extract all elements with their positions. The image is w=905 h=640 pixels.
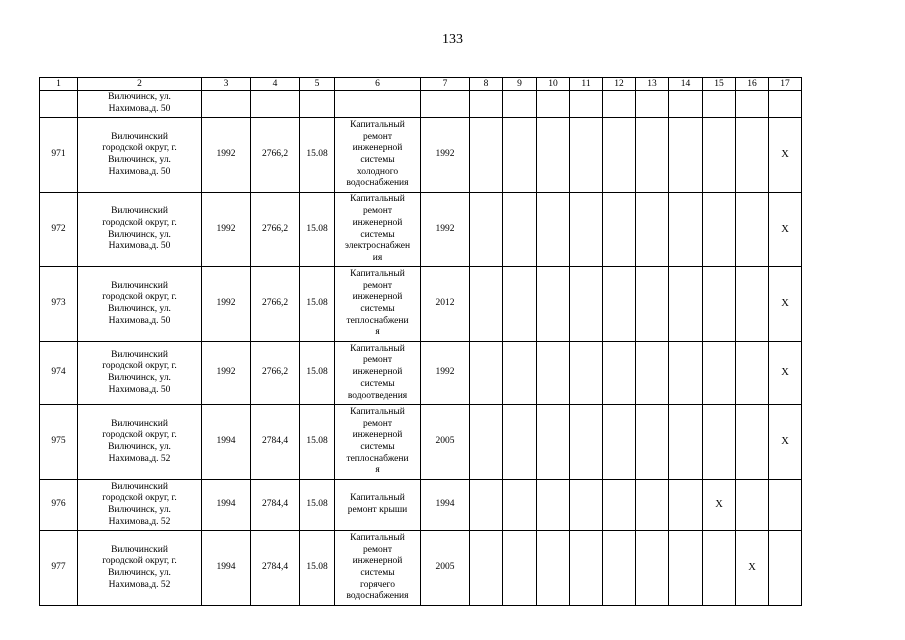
row-number-cell: 971 xyxy=(40,118,78,193)
mark-cell-col-12 xyxy=(603,480,636,531)
mark-cell-col-10 xyxy=(537,480,570,531)
address-cell: Вилючинский городской округ, г. Вилючинск, ул. Нахимова,д. 52 xyxy=(78,480,202,531)
area-cell: 2784,4 xyxy=(251,405,300,480)
address-cell: Вилючинск, ул. Нахимова,д. 50 xyxy=(78,91,202,118)
header-row xyxy=(40,78,802,91)
mark-cell-col-8 xyxy=(470,118,503,193)
column-header-12: 12 xyxy=(603,78,636,91)
mark-cell-col-10 xyxy=(537,118,570,193)
row-number-cell: 976 xyxy=(40,480,78,531)
mark-cell-col-15 xyxy=(703,342,736,405)
code-cell xyxy=(300,91,335,118)
area-cell: 2766,2 xyxy=(251,118,300,193)
table-row xyxy=(40,480,802,531)
mark-cell-col-11 xyxy=(570,342,603,405)
build-year-cell: 1994 xyxy=(202,405,251,480)
mark-cell-col-9 xyxy=(503,118,537,193)
mark-cell-col-11 xyxy=(570,118,603,193)
mark-cell-col-8 xyxy=(470,193,503,267)
mark-cell-col-9 xyxy=(503,91,537,118)
code-cell: 15.08 xyxy=(300,342,335,405)
column-header-3: 3 xyxy=(202,78,251,91)
column-header-6: 6 xyxy=(335,78,421,91)
mark-cell-col-14 xyxy=(669,480,703,531)
mark-cell-col-13 xyxy=(636,405,669,480)
mark-cell-col-13 xyxy=(636,193,669,267)
column-header-15: 15 xyxy=(703,78,736,91)
mark-cell-col-16 xyxy=(736,193,769,267)
mark-cell-col-9 xyxy=(503,267,537,342)
mark-cell-col-11 xyxy=(570,405,603,480)
address-cell: Вилючинский городской округ, г. Вилючинск, ул. Нахимова,д. 50 xyxy=(78,193,202,267)
area-cell: 2766,2 xyxy=(251,342,300,405)
page-number: 133 xyxy=(442,32,463,47)
row-number-cell: 977 xyxy=(40,531,78,606)
row-number-cell xyxy=(40,91,78,118)
work-type-cell: Капитальный ремонт инженерной системы холодного водоснабжения xyxy=(335,118,421,193)
mark-cell-col-17: X xyxy=(769,267,802,342)
work-type-cell: Капитальный ремонт крыши xyxy=(335,480,421,531)
work-type-cell: Капитальный ремонт инженерной системы теплоснабжени я xyxy=(335,405,421,480)
build-year-cell xyxy=(202,91,251,118)
mark-cell-col-13 xyxy=(636,118,669,193)
row-number-cell: 974 xyxy=(40,342,78,405)
area-cell: 2784,4 xyxy=(251,480,300,531)
build-year-cell: 1992 xyxy=(202,118,251,193)
work-type-cell: Капитальный ремонт инженерной системы водоотведения xyxy=(335,342,421,405)
mark-cell-col-12 xyxy=(603,91,636,118)
mark-cell-col-17 xyxy=(769,531,802,606)
mark-cell-col-8 xyxy=(470,267,503,342)
mark-cell-col-10 xyxy=(537,531,570,606)
column-header-17: 17 xyxy=(769,78,802,91)
mark-cell-col-14 xyxy=(669,342,703,405)
last-repair-year-cell: 1992 xyxy=(421,342,470,405)
mark-cell-col-14 xyxy=(669,118,703,193)
mark-cell-col-15 xyxy=(703,193,736,267)
address-cell: Вилючинский городской округ, г. Вилючинск, ул. Нахимова,д. 50 xyxy=(78,267,202,342)
mark-cell-col-12 xyxy=(603,531,636,606)
mark-cell-col-15 xyxy=(703,267,736,342)
table-header xyxy=(40,78,802,91)
work-type-cell xyxy=(335,91,421,118)
mark-cell-col-10 xyxy=(537,267,570,342)
area-cell: 2766,2 xyxy=(251,193,300,267)
mark-cell-col-16 xyxy=(736,91,769,118)
area-cell xyxy=(251,91,300,118)
mark-cell-col-15 xyxy=(703,118,736,193)
column-header-11: 11 xyxy=(570,78,603,91)
column-header-4: 4 xyxy=(251,78,300,91)
mark-cell-col-9 xyxy=(503,193,537,267)
code-cell: 15.08 xyxy=(300,480,335,531)
mark-cell-col-16: X xyxy=(736,531,769,606)
mark-cell-col-14 xyxy=(669,91,703,118)
mark-cell-col-12 xyxy=(603,267,636,342)
mark-cell-col-17: X xyxy=(769,405,802,480)
table-body xyxy=(40,91,802,606)
code-cell: 15.08 xyxy=(300,531,335,606)
code-cell: 15.08 xyxy=(300,193,335,267)
mark-cell-col-17: X xyxy=(769,118,802,193)
mark-cell-col-17 xyxy=(769,480,802,531)
table-row xyxy=(40,91,802,118)
build-year-cell: 1994 xyxy=(202,531,251,606)
address-cell: Вилючинский городской округ, г. Вилючинск, ул. Нахимова,д. 50 xyxy=(78,118,202,193)
table-row xyxy=(40,531,802,606)
table-row xyxy=(40,405,802,480)
table-row xyxy=(40,118,802,193)
mark-cell-col-13 xyxy=(636,267,669,342)
code-cell: 15.08 xyxy=(300,405,335,480)
mark-cell-col-11 xyxy=(570,193,603,267)
mark-cell-col-15 xyxy=(703,405,736,480)
last-repair-year-cell: 1992 xyxy=(421,193,470,267)
build-year-cell: 1992 xyxy=(202,193,251,267)
last-repair-year-cell: 1992 xyxy=(421,118,470,193)
address-cell: Вилючинский городской округ, г. Вилючинск, ул. Нахимова,д. 52 xyxy=(78,405,202,480)
mark-cell-col-9 xyxy=(503,405,537,480)
mark-cell-col-11 xyxy=(570,91,603,118)
column-header-1: 1 xyxy=(40,78,78,91)
address-cell: Вилючинский городской округ, г. Вилючинск, ул. Нахимова,д. 52 xyxy=(78,531,202,606)
build-year-cell: 1992 xyxy=(202,267,251,342)
last-repair-year-cell: 1994 xyxy=(421,480,470,531)
mark-cell-col-9 xyxy=(503,480,537,531)
mark-cell-col-17: X xyxy=(769,342,802,405)
mark-cell-col-11 xyxy=(570,531,603,606)
mark-cell-col-12 xyxy=(603,118,636,193)
column-header-5: 5 xyxy=(300,78,335,91)
column-header-16: 16 xyxy=(736,78,769,91)
table-row xyxy=(40,193,802,267)
mark-cell-col-15 xyxy=(703,531,736,606)
mark-cell-col-10 xyxy=(537,193,570,267)
mark-cell-col-14 xyxy=(669,267,703,342)
mark-cell-col-11 xyxy=(570,480,603,531)
mark-cell-col-13 xyxy=(636,531,669,606)
mark-cell-col-13 xyxy=(636,342,669,405)
code-cell: 15.08 xyxy=(300,267,335,342)
mark-cell-col-14 xyxy=(669,405,703,480)
mark-cell-col-13 xyxy=(636,480,669,531)
column-header-7: 7 xyxy=(421,78,470,91)
mark-cell-col-10 xyxy=(537,405,570,480)
mark-cell-col-12 xyxy=(603,193,636,267)
area-cell: 2784,4 xyxy=(251,531,300,606)
column-header-2: 2 xyxy=(78,78,202,91)
work-type-cell: Капитальный ремонт инженерной системы электроснабжен ия xyxy=(335,193,421,267)
last-repair-year-cell xyxy=(421,91,470,118)
mark-cell-col-16 xyxy=(736,118,769,193)
mark-cell-col-16 xyxy=(736,480,769,531)
mark-cell-col-12 xyxy=(603,405,636,480)
code-cell: 15.08 xyxy=(300,118,335,193)
area-cell: 2766,2 xyxy=(251,267,300,342)
mark-cell-col-10 xyxy=(537,342,570,405)
address-cell: Вилючинский городской округ, г. Вилючинск, ул. Нахимова,д. 50 xyxy=(78,342,202,405)
mark-cell-col-11 xyxy=(570,267,603,342)
build-year-cell: 1992 xyxy=(202,342,251,405)
mark-cell-col-17: X xyxy=(769,193,802,267)
mark-cell-col-8 xyxy=(470,531,503,606)
column-header-14: 14 xyxy=(669,78,703,91)
mark-cell-col-8 xyxy=(470,342,503,405)
build-year-cell: 1994 xyxy=(202,480,251,531)
mark-cell-col-16 xyxy=(736,342,769,405)
mark-cell-col-8 xyxy=(470,91,503,118)
column-header-10: 10 xyxy=(537,78,570,91)
column-header-9: 9 xyxy=(503,78,537,91)
mark-cell-col-15 xyxy=(703,91,736,118)
table-row xyxy=(40,342,802,405)
row-number-cell: 973 xyxy=(40,267,78,342)
mark-cell-col-8 xyxy=(470,480,503,531)
last-repair-year-cell: 2005 xyxy=(421,405,470,480)
mark-cell-col-14 xyxy=(669,531,703,606)
last-repair-year-cell: 2005 xyxy=(421,531,470,606)
mark-cell-col-10 xyxy=(537,91,570,118)
column-header-8: 8 xyxy=(470,78,503,91)
mark-cell-col-14 xyxy=(669,193,703,267)
table-row xyxy=(40,267,802,342)
register-table xyxy=(39,77,802,606)
mark-cell-col-12 xyxy=(603,342,636,405)
column-header-13: 13 xyxy=(636,78,669,91)
mark-cell-col-9 xyxy=(503,531,537,606)
mark-cell-col-15: X xyxy=(703,480,736,531)
work-type-cell: Капитальный ремонт инженерной системы горячего водоснабжения xyxy=(335,531,421,606)
mark-cell-col-16 xyxy=(736,405,769,480)
mark-cell-col-9 xyxy=(503,342,537,405)
mark-cell-col-16 xyxy=(736,267,769,342)
mark-cell-col-17 xyxy=(769,91,802,118)
work-type-cell: Капитальный ремонт инженерной системы теплоснабжени я xyxy=(335,267,421,342)
mark-cell-col-13 xyxy=(636,91,669,118)
row-number-cell: 975 xyxy=(40,405,78,480)
row-number-cell: 972 xyxy=(40,193,78,267)
last-repair-year-cell: 2012 xyxy=(421,267,470,342)
mark-cell-col-8 xyxy=(470,405,503,480)
